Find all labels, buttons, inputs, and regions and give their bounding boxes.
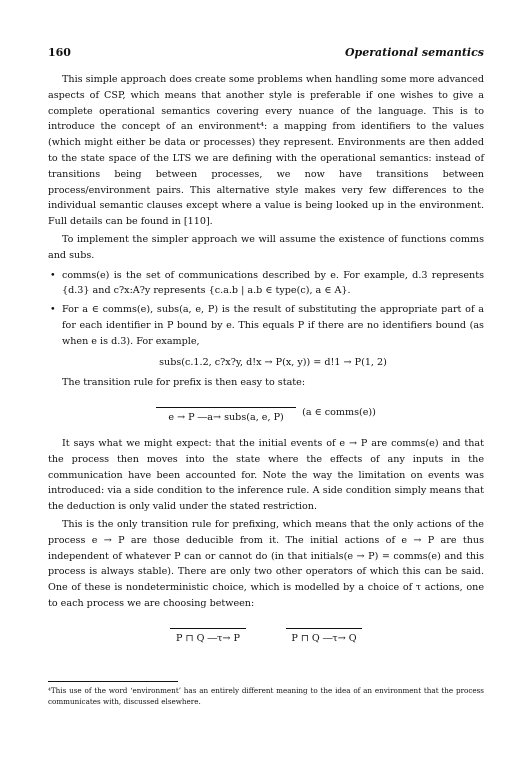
prefix-rule	[48, 399, 484, 426]
bullet-subs-text: For a ∈ comms(e), subs(a, e, P) is the result of substituting the appropriate part of a for each identifier in P bound by e. This equals P if there are no identifiers bound (as when e is d.3). For example,	[62, 304, 484, 347]
prefix-rule-side-condition: (a ∈ comms(e))	[302, 406, 376, 418]
paragraph-prefix-only: This is the only transition rule for prefixing, which means that the only actions of the process e → P are those deducible from it. The initial actions of e → P are thus independent of whatever P can or cannot do (in that initials(e → P) = comms(e) and this process is always stable). There are only two other operators of which this can be said. One of these is nondeterministic choice, which is modelled by a choice of τ actions, one to each process we are choosing between:	[48, 518, 484, 609]
page-number: 160	[48, 46, 71, 59]
nondeterministic-choice-rules	[48, 620, 484, 647]
paragraph-rule-explanation: It says what we might expect: that the initial events of e → P are comms(e) and that the process then moves into the state where the effects of any inputs in the communication have been accounted for. Note the way the limitation on events was introduced: via a side condition to the inference rule. A side condition simply means that the deduction is only valid under the stated restriction.	[48, 437, 484, 513]
choice-rule-left	[170, 620, 246, 647]
paragraph-environment: This simple approach does create some problems when handling some more advanced aspects of CSP, which means that another style is preferable if one wishes to give a complete operational semantics covering every nuance of the language. This is to introduce the concept of an environment⁴: a mapping from identifiers to the values (which might either be data or processes) they represent. Environments are then added to the state space of the LTS we are defining with the operational semantics: instead of transitions being between processes, we now have transitions between process/environment pairs. This alternative style makes very few differences to the individual semantic clauses except where a value is being looked up in the environment. Full details can be found in [110].	[48, 74, 484, 228]
choice-rule-right-conclusion: P ⊓ Q ―τ→ Q	[291, 632, 357, 644]
rule-bar	[286, 620, 362, 629]
bullet-subs	[62, 302, 484, 370]
definition-list	[48, 268, 484, 371]
prefix-rule-fraction	[156, 399, 296, 426]
footnote-separator	[48, 681, 178, 682]
choice-rule-right	[286, 620, 362, 647]
paragraph-functions-intro: To implement the simpler approach we will assume the existence of functions comms and subs.	[48, 233, 484, 261]
running-title: Operational semantics	[344, 46, 484, 59]
paragraph-rule-intro: The transition rule for prefix is then easy to state:	[62, 377, 306, 389]
rule-bar	[156, 399, 296, 408]
bullet-comms: • comms(e) is the set of communications described by e. For example, d.3 represents {d.3} and c?x:A?y represents {c.a.b | a.b ∈ type(c), a ∈ A}.	[62, 268, 484, 300]
rule-bar	[170, 620, 246, 629]
subs-example-equation: subs(c.1.2, c?x?y, d!x → P(x, y)) = d!1 → P(1, 2)	[159, 356, 387, 368]
prefix-rule-conclusion: e → P ―a→ subs(a, e, P)	[168, 412, 284, 424]
choice-rule-left-conclusion: P ⊓ Q ―τ→ P	[176, 632, 240, 644]
footnote: ⁴This use of the word ‘environment’ has an entirely different meaning to the idea of an environment that the process communicates with, discussed elsewhere.	[48, 686, 484, 706]
page-body	[48, 72, 484, 647]
